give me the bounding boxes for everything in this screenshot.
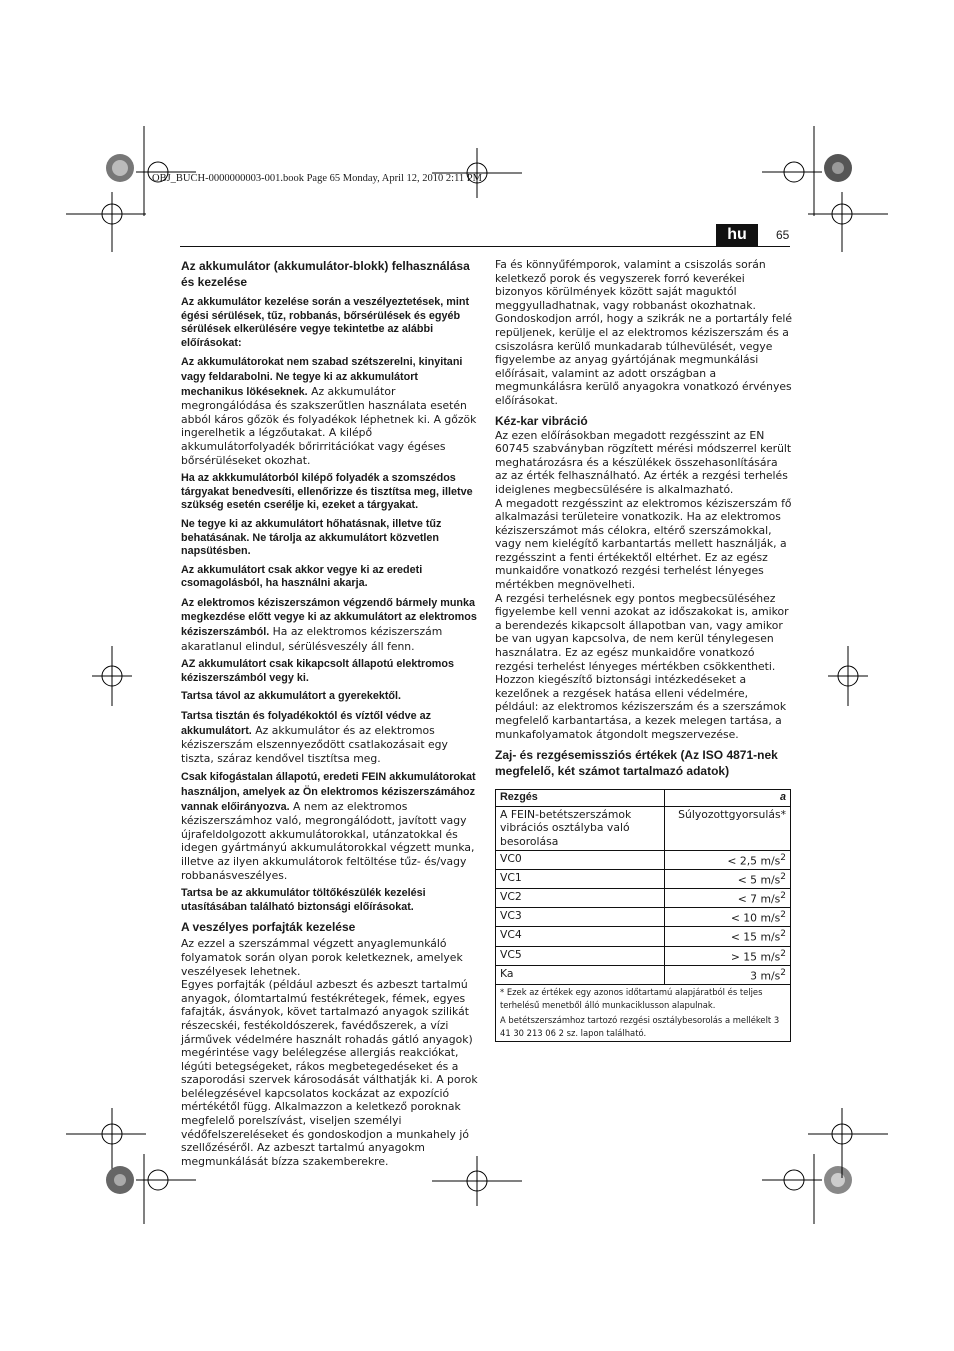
paragraph: Csak kifogástalan állapotú, eredeti FEIN akkumulátorokat használjon, amelyek az Ön elektromos kéziszerszámához vannak előirányozva. A nem az elektromos kéziszerszámhoz való, megrongálódott, javított vagy újrafeldolgozott akkumulátorokkal, utánzatokkal és idegen gyártmányú akkumulátorokkal végzett munka, illetve az ilyen akkumulátorok feltöltése tűz- és/vagy robbanásveszélyes. [181,771,476,882]
table-header: a [665,790,791,807]
paragraph: Az akkumulátort csak akkor vegye ki az eredeti csomagolásból, ha használni akarja. [181,563,423,590]
registration-mark-bottom-left [100,1160,140,1200]
table-cell: A FEIN-betétszerszámok vibrációs osztályba való besorolása [496,806,665,850]
vibration-table [495,789,791,1042]
paragraph: Fa és könnyűfémporok, valamint a csiszolás során keletkező porok és vegyszerek forró keverékei bizonyos körülmények között saját maguktól meggyulladhatnak, vagy robbanást okozhatnak. Gondoskodjon arról, hogy a szikrák ne a portartály felé repüljenek, kerülje el az elektromos kéziszerszám és a csiszolásra kerülő munkadarab túlhevülését, vegye figyelembe az anyag gyártójának megmunkálási előírásait, valamint az adott országban a megmunkálásra kerülő anyagokra vonatkozó érvényes előírásokat. [495,258,793,407]
paragraph: Tartsa tisztán és folyadékoktól és víztől védve az akkumulátort. Az akkumulátor és az elektromos kéziszerszám elszennyeződött csatlakozásait egy tiszta, száraz kendővel tisztítsa meg. [181,710,448,765]
paragraph: A rezgési terhelésnek egy pontos megbecsüléséhez figyelembe kell venni azokat az időszakokat is, amikor a berendezés kikapcsolt állapotban van, vagy amikor be van ugyan kapcsolva, de nem kerül ténylegesen használatra. Ez az egész munkaidőre vonatkozó rezgési terhelést lényeges mértékben csökkentheti. [495,591,789,673]
paragraph: Az elektromos kéziszerszámon végzendő bármely munka megkezdése előtt vegye ki az akkumulátort az elektromos kéziszerszámból. Ha az elektromos kéziszerszám akaratlanul elindul, sérülésveszély áll fenn. [181,596,477,653]
paragraph: Az ezzel a szerszámmal végzett anyaglemunkáló folyamatok során olyan porok keletkeznek, amelyek veszélyesek lehetnek. [181,937,463,978]
crosshair-mark-left [66,192,146,252]
table-cell: Súlyozottgyorsulás* [665,806,791,850]
registration-mark-top-right [818,148,858,188]
paragraph: Az akkumulátorokat nem szabad szétszerelni, kinyitani vagy feldarabolni. Ne tegye ki az akkumulátort mechanikus lökéseknek. Az akkumulátor megrongálódása és szakszerűtlen használata esetén abból káros gőzök és folyadékok léphetnek ki. A gőzök ingerelhetik a légzőutakat. A kilépő akkumulátorfolyadék bőrirritációkat vagy égéses bőrsérüléseket okozhat. [181,356,477,467]
section-title-dust: A veszélyes porfajták kezelése [181,920,356,935]
print-header: OBJ_BUCH-0000000003-001.book Page 65 Monday, April 12, 2010 2:11 PM [152,173,482,184]
table-row: VC1 < 5 $m/s^2$ [496,869,791,888]
paragraph: Ne tegye ki az akkumulátort hőhatásnak, illetve tűz behatásának. Ne tárolja az akkumulátort közvetlen napsütésben. [181,517,442,558]
crosshair-mark-right [808,192,888,252]
right-column [495,258,792,1042]
table-row: VC3 < 10 $m/s^2$ [496,908,791,927]
language-badge: hu [716,224,758,246]
paragraph: A megadott rezgésszint az elektromos kéziszerszám fő alkalmazási területeire vonatkozik. Ha az elektromos kéziszerszámot más célokra, eltérő szerszámokkal, vagy nem kielégítő karbantartás mellett használják, a rezgésszint a fenti értékektől eltérhet. Ez az egész munkaidőre vonatkozó rezgési terhelést lényeges mértékben megnövelheti. [495,496,792,592]
section-title-vibration: Kéz-kar vibráció [495,413,588,428]
section-title-battery: Az akkumulátor (akkumulátor-blokk) felhasználása és kezelése [181,259,470,289]
paragraph: Hozzon kiegészítő biztonsági intézkedéseket a kezelőnek a rezgések hatása elleni védelmére, például: az elektromos kéziszerszám és a szerszámok megfelelő karbantartása, a kezek melegen tartása, a munkafolyamatok átgondolt megszervezése. [495,673,787,741]
header-rule [180,246,790,247]
table-row: VC2 < 7 $m/s^2$ [496,888,791,907]
page-number: 65 [776,228,790,242]
section-title-emission: Zaj- és rezgésemissziós értékek (Az ISO 4871-nek megfelelő, két számot tartalmazó adatok) [495,748,778,779]
paragraph: AZ akkumulátort csak kikapcsolt állapotú elektromos kéziszerszámból vegy ki. [181,658,455,684]
paragraph: Tartsa be az akkumulátor töltőkészülék kezelési utasításában található biztonsági előírásokat. [181,887,426,913]
paragraph: Az ezen előírásokban megadott rezgésszint az EN 60745 szabványban rögzített mérési módszerrel került meghatározásra és a készülékek összehasonlítására az az érték felhasználható. Az érték a rezgési terhelés ideiglenes megbecsülésére is alkalmazható. [495,428,792,496]
table-row: VC5 > 15 $m/s^2$ [496,946,791,965]
table-note: * Ezek az értékek egy azonos időtartamú alapjáratból és teljes terhelésű menetből álló munkaciklusson alapulnak. A betétszerszámhoz tartozó rezgési osztálybesorolás a mellékelt 3 41 30 213 06 2 sz. lapon található. [496,984,791,1041]
table-row: VC4 < 15 $m/s^2$ [496,927,791,946]
table-row: Ka 3 $m/s^2$ [496,965,791,984]
registration-mark-top-left [100,148,140,188]
paragraph: Tartsa távol az akkumulátort a gyerekektől. [181,690,402,703]
left-column [181,258,478,1173]
paragraph: Az akkumulátor kezelése során a veszélyeztetések, mint égési sérülések, tűz, robbanás, bőrsérülések és egyéb sérülések elkerülésére vegye tekintetbe az alábbi előírásokat: [181,296,470,349]
crosshair-mark-mid-right [828,646,868,706]
table-row: VC0 < 2,5 $m/s^2$ [496,850,791,869]
paragraph: Ha az akkkumulátorból kilépő folyadék a szomszédos tárgyakat benedvesíti, ellenőrizze és tisztítsa meg, illetve szükség esetén cserélje ki, ezeket a tárgyakat. [181,472,473,512]
crosshair-mark-mid-left [92,646,132,706]
crosshair-mark-bottom-right [808,1098,888,1178]
table-header: Rezgés [496,790,665,807]
paragraph: Egyes porfajták (például azbeszt és azbeszt tartalmú anyagok, ólomtartalmú festékrétegek, fémek, egyes fafajták, ásványok, követ tartalmazó anyagok szilikát részecskéi, festékoldószerek, favédőszerek, a vízi járművek védelmére használt rohadás gátló anyagok) megérintése vagy belélegzése allergiás reakciókat, légúti betegségeket, rákos megbetegedéseket és a szaporodási szervek károsodását válthatják ki. A porok belélegzésével kapcsolatos kockázat az expozíció mértékétől függ. Alkalmazzon a keletkező poroknak megfelelő porelszívást, viseljen személyi védőfelszereléseket és gondoskodjon a munkahely jó szellőzéséről. Az azbeszt tartalmú anyagokm megmunkálását bízza szakemberekre. [181,978,478,1168]
